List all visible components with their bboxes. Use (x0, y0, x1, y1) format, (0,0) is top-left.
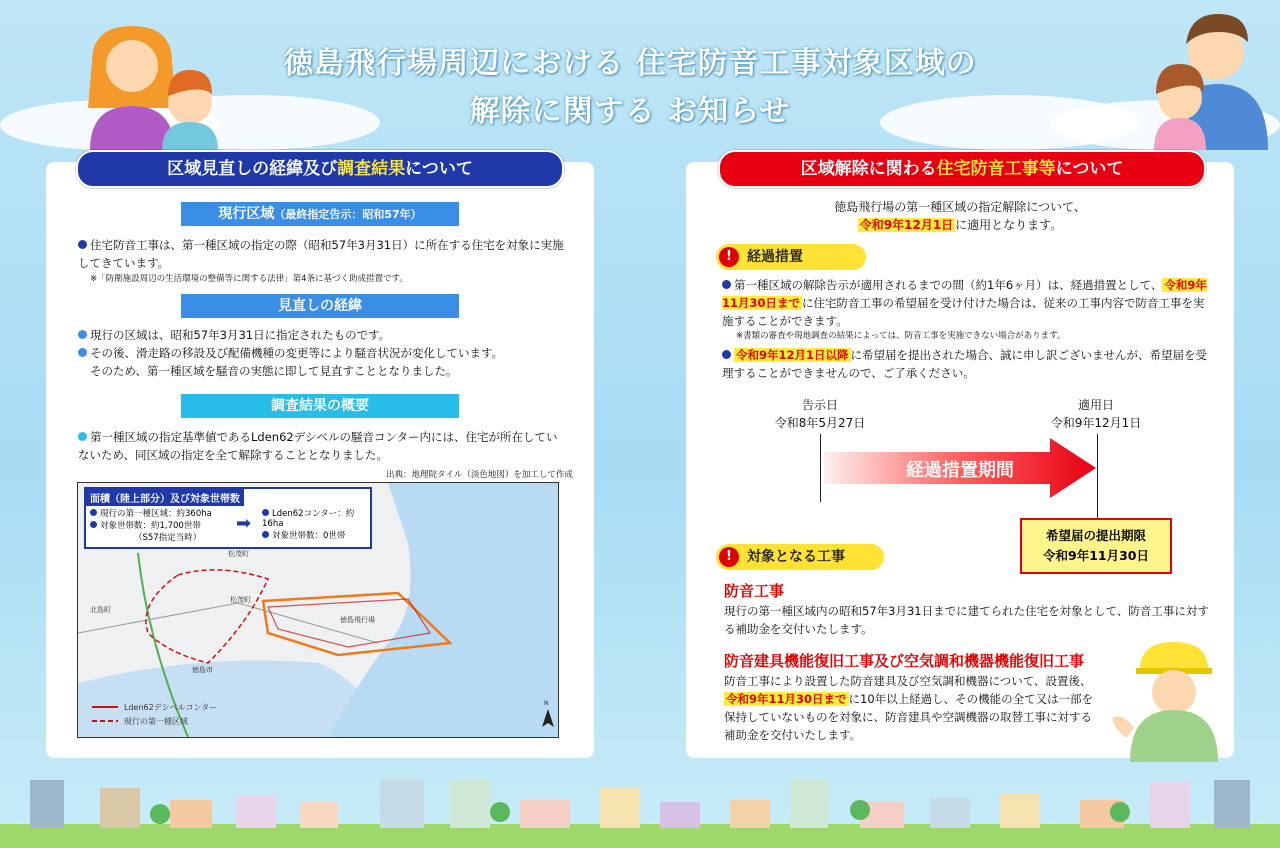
transition-text (722, 276, 1210, 330)
survey-desc: 第一種区域の指定基準値であるLden62デシベルの騒音コンター内には、住宅が所在していないため、同区域の指定を全て解除することとなりました。 (78, 430, 558, 462)
bullet-icon (78, 348, 87, 357)
current-area-bar (181, 202, 459, 226)
transition-p1a: 第一種区域の解除告示が適用されるまでの間（約1年6ヶ月）は、経過措置として、 (734, 278, 1163, 292)
left-heading (76, 150, 564, 188)
left-heading-b: 調査結果 (337, 159, 406, 179)
bullet-icon (90, 521, 97, 528)
title-line2: 解除に関する お知らせ (469, 94, 791, 129)
timeline-start-date: 令和8年5月27日 (774, 416, 866, 430)
current-area-bar-main: 現行区域 (218, 206, 275, 222)
area-map (77, 482, 559, 738)
timeline-start-label: 告示日 (801, 398, 838, 412)
page-title (190, 40, 1070, 136)
map-legend-current: 現行の第一種区域 (124, 717, 188, 726)
map-source: 出典：地理院タイル（淡色地図）を加工して作成 (386, 470, 573, 480)
transition-note: ※書類の審査や現地調査の結果によっては、防音工事を実施できない場合があります。 (736, 331, 1066, 341)
target-t2a: 防音工事により設置した防音建具及び空気調和機器について、設置後、 (724, 674, 1092, 688)
current-area-bar-sub: （最終指定告示：昭和57年） (274, 208, 422, 221)
current-area-desc: 住宅防音工事は、第一種区域の指定の際（昭和57年3月31日）に所在する住宅を対象に実施してきています。 (78, 238, 564, 270)
arrow-right-icon: ➡ (236, 513, 252, 534)
map-cur-households: 対象世帯数：約1,700世帯 (100, 521, 201, 531)
north-icon: N (544, 700, 549, 707)
intro-line2: に適用となります。 (955, 218, 1063, 232)
map-new-area: Lden62コンター：約16ha (262, 509, 355, 529)
target-tag (716, 544, 884, 570)
timeline-end-date: 令和9年12月1日 (1050, 416, 1142, 430)
deadline-date: 令和9年11月30日 (1043, 548, 1149, 563)
timeline-arrow-label: 経過措置期間 (906, 460, 1014, 481)
timeline-end-label: 適用日 (1077, 398, 1114, 412)
left-heading-c: について (405, 159, 473, 179)
bullet-icon (78, 330, 87, 339)
review-bar-label: 見直しの経緯 (278, 298, 362, 314)
map-infobox (84, 487, 372, 549)
map-new-households: 対象世帯数：0世帯 (272, 531, 346, 541)
map-cur-note: （S57指定当時） (134, 533, 202, 543)
title-line1: 徳島飛行場周辺における 住宅防音工事対象区域の (283, 46, 977, 81)
map-cur-area: 現行の第一種区域：約360ha (100, 509, 212, 519)
transition-text2 (722, 346, 1210, 382)
timeline-start (760, 396, 880, 432)
map-label-kitajima: 北島町 (90, 606, 111, 614)
current-area-text (78, 236, 568, 272)
right-heading-b: 住宅防音工事等 (936, 159, 1056, 179)
transition-p1-date: 令和9年11月30日まで (722, 278, 1207, 310)
review-text (78, 326, 578, 380)
bullet-icon (262, 509, 269, 516)
review-bar (181, 294, 459, 318)
right-heading (718, 150, 1206, 188)
transition-p1b: に住宅防音工事の希望届を受け付けた場合は、従来の工事内容で防音工事を実施することができます。 (722, 296, 1205, 328)
current-area-note: ※「防衛施設周辺の生活環境の整備等に関する法律」第4条に基づく助成措置です。 (90, 274, 408, 284)
survey-text (78, 428, 568, 464)
transition-tag (716, 244, 866, 270)
target-t2b: に10年以上経過し、その機能の全て又は一部を保持していないものを対象に、防音建具や空調機器の取替工事に対する補助金を交付いたします。 (724, 692, 1094, 742)
review-text3: そのため、第一種区域を騒音の実態に即して見直すこととなりました。 (90, 364, 458, 378)
intro-date: 令和9年12月1日 (859, 218, 954, 232)
transition-p2b: に希望届を提出された場合、誠に申し訳ございませんが、希望届を受理することができませんので、ご了承ください。 (722, 348, 1208, 380)
target-text2 (724, 672, 1096, 744)
target-heading2: 防音建具機能復旧工事及び空気調和機器機能復旧工事 (724, 652, 1085, 670)
timeline-end (1036, 396, 1156, 432)
transition-p2-date: 令和9年12月1日以降 (736, 348, 849, 362)
bullet-icon (722, 280, 731, 289)
target-heading1: 防音工事 (724, 582, 785, 600)
target-tag-label: 対象となる工事 (747, 549, 845, 565)
map-label-airport: 徳島飛行場 (340, 616, 375, 624)
transition-tag-label: 経過措置 (747, 249, 803, 265)
map-infobox-title: 面積（陸上部分）及び対象世帯数 (86, 489, 244, 506)
exclamation-icon: ! (719, 547, 739, 567)
target-t2-date: 令和9年11月30日まで (726, 692, 847, 706)
bullet-icon (262, 531, 269, 538)
right-heading-c: について (1055, 159, 1124, 179)
review-text2: その後、滑走路の移設及び配備機種の変更等により騒音状況が変化しています。 (90, 346, 504, 360)
intro-text (700, 198, 1220, 234)
town-illustration (0, 780, 1280, 848)
map-label-tokushima: 徳島市 (192, 666, 213, 674)
bullet-icon (78, 432, 87, 441)
worker-illustration (1112, 636, 1222, 762)
family-illustration-right (1068, 10, 1268, 150)
timeline-start-line (820, 434, 821, 502)
target-text1: 現行の第一種区域内の昭和57年3月31日までに建てられた住宅を対象として、防音工事に対する補助金を交付いたします。 (724, 604, 1209, 636)
left-heading-a: 区域見直しの経緯及び (167, 159, 338, 179)
deadline-box (1020, 518, 1172, 574)
deadline-label: 希望届の提出期限 (1045, 528, 1146, 543)
bullet-icon (722, 350, 731, 359)
bullet-icon (78, 240, 87, 249)
right-heading-a: 区域解除に関わる (800, 159, 937, 179)
survey-bar (181, 394, 459, 418)
exclamation-icon: ! (719, 247, 739, 267)
map-label-matsushige2: 松茂町 (230, 596, 251, 604)
map-legend-contour: Lden62デシベルコンター (124, 703, 218, 712)
intro-line1: 徳島飛行場の第一種区域の指定解除について、 (834, 200, 1086, 214)
review-text1: 現行の区域は、昭和57年3月31日に指定されたものです。 (90, 328, 391, 342)
bullet-icon (90, 509, 97, 516)
map-label-matsushige: 松茂町 (228, 550, 249, 558)
survey-bar-label: 調査結果の概要 (271, 398, 369, 414)
